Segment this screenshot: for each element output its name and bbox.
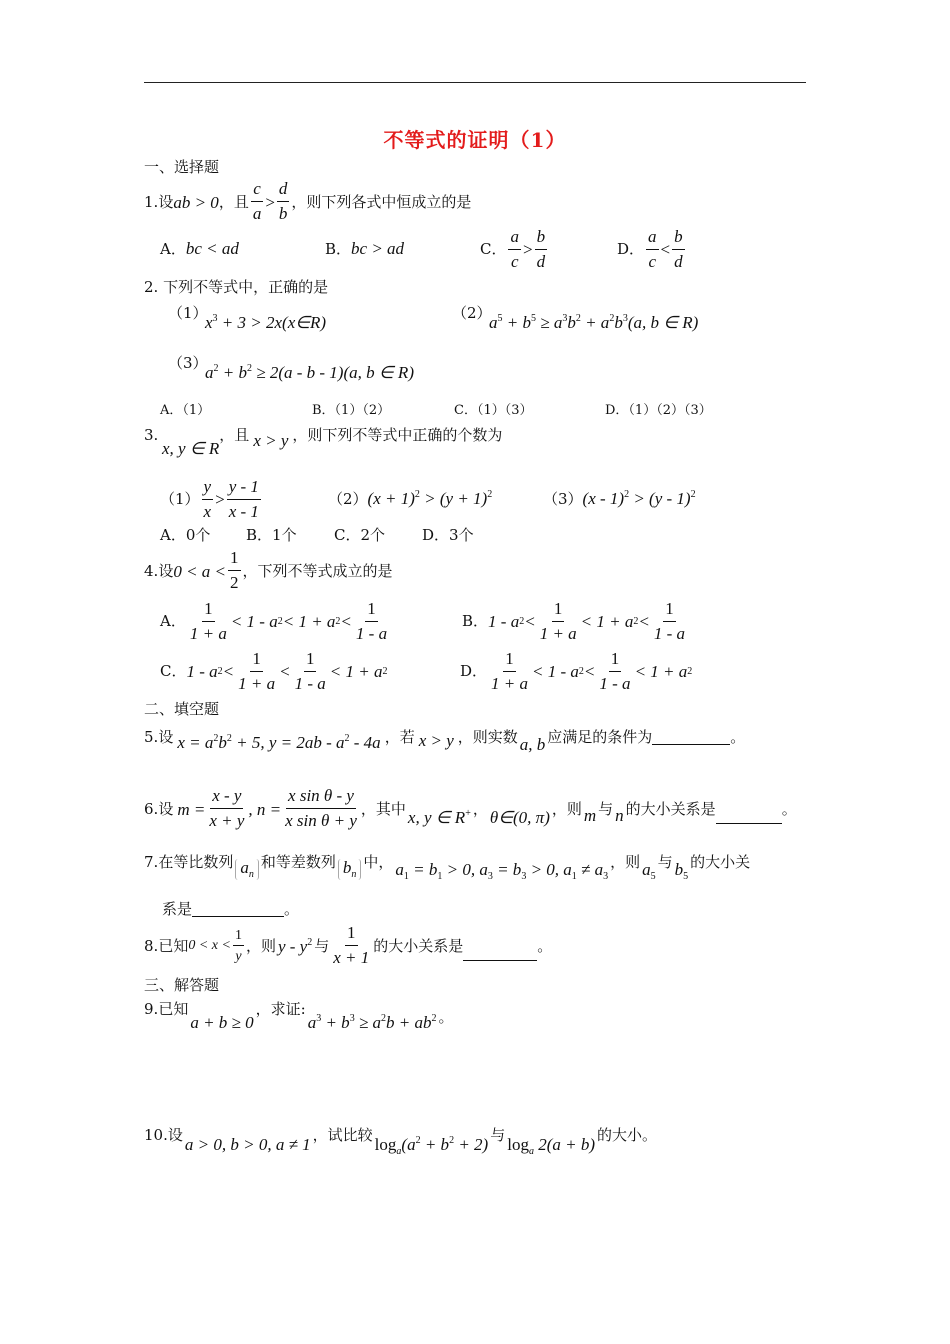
q2-item-1: $x^3 + 3$ > 2x(x∈R) (205, 313, 327, 332)
header-rule (144, 82, 806, 83)
question-2: 2. 下列不等式中，正确的是 (144, 278, 329, 296)
page-title: 不等式的证明（1） (383, 128, 567, 152)
question-7: 7. 在等比数列 $a_n$ 和等差数列 $b_n$ 中， $a_1 = b_1 > 0$, $a_3 = b_3 > 0$, $a_1 \ne a_3$ ，则 $a_5$ 与 $b_5$ 的大小关 (144, 853, 751, 882)
q3-item-1: （1） $\frac{y}{x}$ > $\frac{y - 1}{x - 1}$ (160, 477, 259, 521)
question-5: 5. 设 $x = a^2b^2 + 5$, $y = 2ab - a^2 - 4a$ ，若 x > y ，则实数 a, b 应满足的条件为 。 (144, 728, 746, 754)
q2-item-2: $a^5 + b^5 \ge a^3b^2 + a^2b^3(a$, b ∈ R) (489, 313, 699, 332)
q2-item-2-label: （2） (452, 304, 492, 322)
q4-option-b: B． 1 - a 2 < $\frac{1}{1 + a}$ < 1 + a 2 < $\frac{1}{1 - a}$ (462, 599, 686, 643)
question-4: 4. 设 0 < a < $\frac{1}{2}$ ，下列不等式成立的是 (144, 548, 393, 592)
q8-answer-blank[interactable] (463, 946, 537, 961)
q2-item-1-label: （1） (168, 304, 208, 322)
q3-item-2: $(2)(x + 1)^2 > (y + 1)^2$ (328, 489, 493, 508)
q4-option-c: C． 1 - a 2 < $\frac{1}{1 + a}$ < $\frac{1}{1 - a}$ < 1 + a 2 (160, 649, 388, 693)
question-7-line-2: 系是 。 (162, 900, 300, 918)
q1-option-d: D． $\frac{a}{c}$ < $\frac{b}{d}$ (617, 227, 683, 271)
question-3-number: 3. (144, 426, 159, 444)
question-1: 1. 设 ab > 0 ，且 $\frac{c}{a}$ > $\frac{d}{b}$ ，则下列各式中恒成立的是 (144, 179, 472, 223)
q3-option-c: C．2个 (334, 526, 386, 544)
q2-option-b: B．（1）（2） (312, 403, 391, 418)
q1-option-b: B．bc > ad (325, 239, 405, 258)
q7-answer-blank[interactable] (192, 902, 284, 917)
q1-option-c: C． $\frac{a}{c}$ > $\frac{b}{d}$ (480, 227, 546, 271)
question-6: 6. 设 m = $\frac{x - y}{x + y}$ , n = $\frac{\text{x sin θ - y}}{\text{x sin θ + y}}$ ，其中 x, y ∈ R+ ， θ∈(0, π) ，则 m 与 n 的大小关系是 。 (144, 786, 797, 830)
fraction-c-over-a: $\frac{c}{a}$ (252, 179, 262, 223)
q3-option-b: B．1个 (246, 526, 297, 544)
q4-option-a: A． $\frac{1}{1 + a}$ < 1 - a 2 < 1 + a 2 < $\frac{1}{1 - a}$ (160, 599, 388, 643)
q1-option-a: A．bc < ad (160, 239, 239, 258)
q3-item-3: （3）(x - 1)$^2$ > (y - 1)$^2$ (543, 489, 696, 508)
question-10: 10. 设 a > 0, b > 0, a ≠ 1 ，试比较 $\log_a(a^2 + b^2 + 2)$ 与 $\log_a 2(a + b)$ 的大小。 (144, 1126, 658, 1157)
q2-item-3-label: （3） (168, 354, 208, 372)
q6-answer-blank[interactable] (716, 809, 782, 824)
q2-option-a: A．（1） (160, 403, 211, 418)
q2-option-d: D．（1）（2）（3） (605, 403, 712, 418)
question-3: x, y ∈ R ，且 x > y ，则下列不等式中正确的个数为 (162, 426, 503, 458)
q3-option-a: A．0个 (160, 526, 211, 544)
q2-item-3: $a^2 + b^2 \ge 2(a - b - 1)(a$, b ∈ R) (205, 363, 414, 382)
section-heading-solve: 三、解答题 (144, 976, 220, 994)
q2-option-c: C．（1）（3） (454, 403, 533, 418)
q4-option-d: D． $\frac{1}{1 + a}$ < 1 - a 2 < $\frac{1}{1 - a}$ < 1 + a 2 (460, 649, 693, 693)
q3-option-d: D．3个 (422, 526, 474, 544)
section-heading-choice: 一、选择题 (144, 158, 220, 176)
question-8: 8. 已知 0 < x < $\frac{1}{y}$ ，则 y - $y^2$ 与 $\frac{1}{x + 1}$ 的大小关系是 。 (144, 923, 553, 967)
section-heading-fill: 二、填空题 (144, 700, 220, 718)
q5-answer-blank[interactable] (652, 730, 730, 745)
fraction-d-over-b: $\frac{d}{b}$ (278, 179, 288, 223)
question-9: 9. 已知 a + b ≥ 0 ，求证: $a^3 + b^3 \ge a^2b + ab^2$ 。 (144, 1000, 454, 1032)
